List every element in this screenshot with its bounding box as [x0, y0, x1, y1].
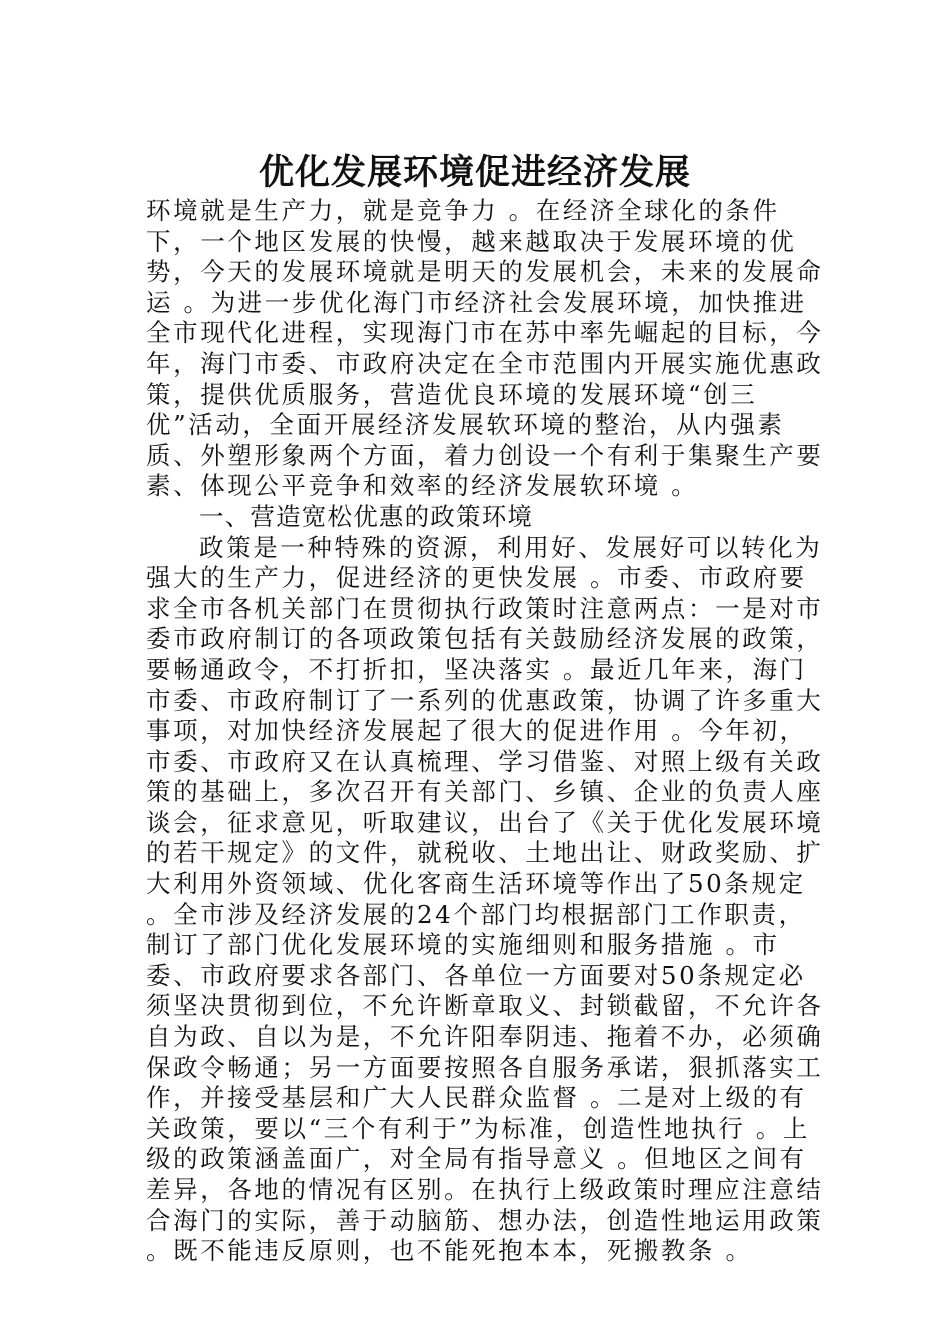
intro-paragraph: 环境就是生产力，就是竞争力 。在经济全球化的条件下，一个地区发展的快慢，越来越取决于发展环境的优势，今天的发展环境就是明天的发展机会，未来的发展命运 。为进一步优化海门市经济社会发展环境，加快推进全市现代化进程，实现海门市在苏中率先崛起的目标，今年，海门市委、市政府决定在全市范围内开展实施优惠政策，提供优质服务，营造优良环境的发展环境“创三优”活动，全面开展经济发展软环境的整治，从内强素质、外塑形象两个方面，着力创设一个有利于集聚生产要素、体现公平竞争和效率的经济发展软环境 。 [146, 196, 824, 501]
document-body [146, 196, 826, 1267]
section-heading: 一、营造宽松优惠的政策环境 [199, 501, 534, 531]
document-title: 优化发展环境促进经济发展 [258, 152, 691, 193]
section-paragraph: 政策是一种特殊的资源，利用好、发展好可以转化为强大的生产力，促进经济的更快发展 。市委、市政府要求全市各机关部门在贯彻执行政策时注意两点：一是对市委市政府制订的各项政策包括有关鼓励经济发展的政策，要畅通政令，不打折扣，坚决落实 。最近几年来，海门市委、市政府制订了一系列的优惠政策，协调了许多重大事项，对加快经济发展起了很大的促进作用 。今年初，市委、市政府又在认真梳理、学习借鉴、对照上级有关政策的基础上，多次召开有关部门、乡镇、企业的负责人座谈会，征求意见，听取建议，出台了《关于优化发展环境的若干规定》的文件，就税收、土地出让、财政奖励、扩大利用外资领域、优化客商生活环境等作出了50条规定 。全市涉及经济发展的24个部门均根据部门工作职责，制订了部门优化发展环境的实施细则和服务措施 。市委、市政府要求各部门、各单位一方面要对50条规定必须坚决贯彻到位，不允许断章取义、封锁截留，不允许各自为政、自以为是，不允许阳奉阴违、拖着不办，必须确保政令畅通；另一方面要按照各自服务承诺，狠抓落实工作，并接受基层和广大人民群众监督 。二是对上级的有关政策，要以“三个有利于”为标准，创造性地执行 。上级的政策涵盖面广，对全局有指导意义 。但地区之间有差异，各地的情况有区别。在执行上级政策时理应注意结合海门的实际，善于动脑筋、想办法，创造性地运用政策 。既不能违反原则，也不能死抱本本，死搬教条 。 [146, 532, 824, 1266]
